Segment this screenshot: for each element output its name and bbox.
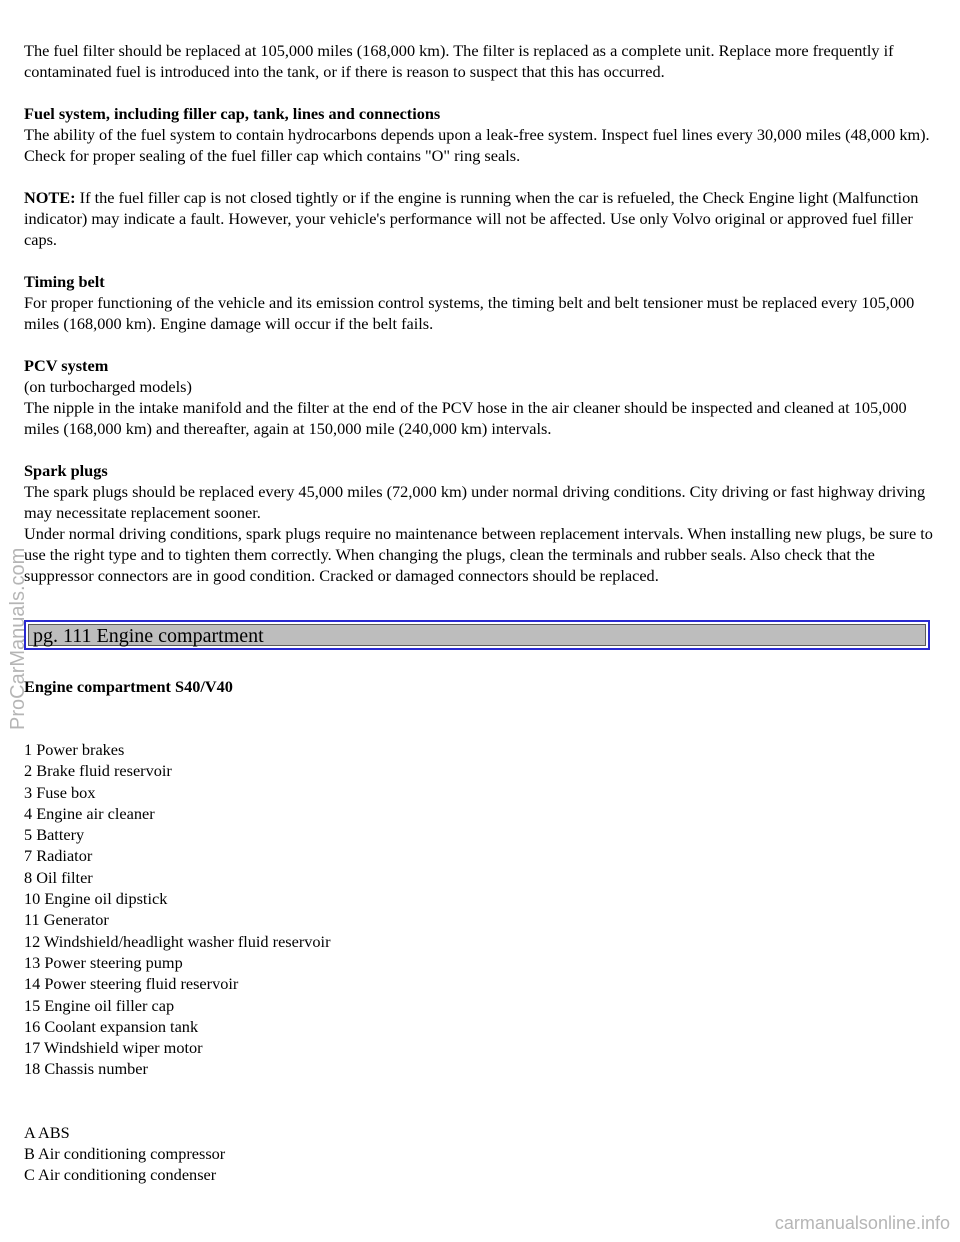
fuel-filter-paragraph: The fuel filter should be replaced at 105,000 miles (168,000 km). The filter is replaced as a complete unit. Replace more frequently if contaminated fuel is introduced into the tank, or if there is reason to suspect that this has occurred.	[24, 41, 894, 81]
spark-plugs-section	[24, 460, 936, 586]
list-item: 4 Engine air cleaner	[24, 803, 155, 823]
list-item: 2 Brake fluid reservoir	[24, 761, 172, 781]
list-item: 10 Engine oil dipstick	[24, 889, 168, 909]
watermark-procarmanuals: ProCarManuals.com	[7, 547, 29, 730]
timing-belt-text: For proper functioning of the vehicle and its emission control systems, the timing belt and belt tensioner must be replaced every 105,000 miles (168,000 km). Engine damage will occur if the belt fails.	[24, 293, 915, 333]
note-paragraph	[24, 187, 936, 250]
list-item: 8 Oil filter	[24, 867, 93, 887]
list-item: 5 Battery	[24, 825, 85, 845]
lettered-component-list	[24, 1122, 936, 1186]
pcv-system-text: The nipple in the intake manifold and the filter at the end of the PCV hose in the air cleaner should be inspected and cleaned at 105,000 miles (168,000 km) and thereafter, again at 150,000 mile (240,000 km) intervals.	[24, 398, 907, 438]
page-banner	[24, 620, 930, 650]
list-item: 13 Power steering pump	[24, 952, 183, 972]
list-item: 11 Generator	[24, 910, 109, 930]
page-banner-label: pg. 111 Engine compartment	[28, 624, 926, 646]
list-item: 16 Coolant expansion tank	[24, 1016, 199, 1036]
list-item: 17 Windshield wiper motor	[24, 1038, 203, 1058]
engine-compartment-section	[24, 676, 936, 1186]
list-item: A ABS	[24, 1122, 70, 1142]
list-item: B Air conditioning compressor	[24, 1144, 226, 1164]
spacer	[24, 697, 936, 739]
spark-plugs-text-2: Under normal driving conditions, spark plugs require no maintenance between replacement intervals. When installing new plugs, be sure to use the right type and to tighten them correctly. When changing the plugs, clean the terminals and rubber seals. Also check that the suppressor connectors are in good condition. Cracked or damaged connectors should be replaced.	[24, 524, 933, 585]
numbered-component-list	[24, 739, 936, 1080]
pcv-system-heading: PCV system	[24, 356, 109, 375]
list-item: 7 Radiator	[24, 846, 93, 866]
list-item: 3 Fuse box	[24, 782, 96, 802]
spacer	[24, 1080, 936, 1122]
list-item: 14 Power steering fluid reservoir	[24, 974, 239, 994]
pcv-system-section	[24, 355, 936, 439]
timing-belt-heading: Timing belt	[24, 272, 105, 291]
list-item: 12 Windshield/headlight washer fluid reservoir	[24, 931, 331, 951]
note-label: NOTE:	[24, 188, 76, 207]
timing-belt-section	[24, 271, 936, 334]
fuel-system-text: The ability of the fuel system to contain hydrocarbons depends upon a leak-free system. Inspect fuel lines every 30,000 miles (48,000 km). Check for proper sealing of the fuel filler cap which contains "O" ring seals.	[24, 125, 930, 165]
list-item: C Air conditioning condenser	[24, 1165, 217, 1185]
engine-compartment-heading: Engine compartment S40/V40	[24, 677, 233, 696]
page-content	[24, 40, 936, 607]
fuel-system-heading: Fuel system, including filler cap, tank, lines and connections	[24, 104, 441, 123]
pcv-system-subheading: (on turbocharged models)	[24, 377, 192, 396]
fuel-system-section	[24, 103, 936, 166]
note-text: If the fuel filler cap is not closed tightly or if the engine is running when the car is refueled, the Check Engine light (Malfunction indicator) may indicate a fault. However, your vehicle's performance will not be affected. Use only Volvo original or approved fuel filler caps.	[24, 188, 919, 249]
list-item: 18 Chassis number	[24, 1059, 148, 1079]
watermark-carmanualsonline: carmanualsonline.info	[774, 1213, 950, 1233]
list-item: 15 Engine oil filler cap	[24, 995, 175, 1015]
list-item: 1 Power brakes	[24, 740, 125, 759]
spark-plugs-text-1: The spark plugs should be replaced every 45,000 miles (72,000 km) under normal driving conditions. City driving or fast highway driving may necessitate replacement sooner.	[24, 482, 926, 522]
spark-plugs-heading: Spark plugs	[24, 461, 108, 480]
